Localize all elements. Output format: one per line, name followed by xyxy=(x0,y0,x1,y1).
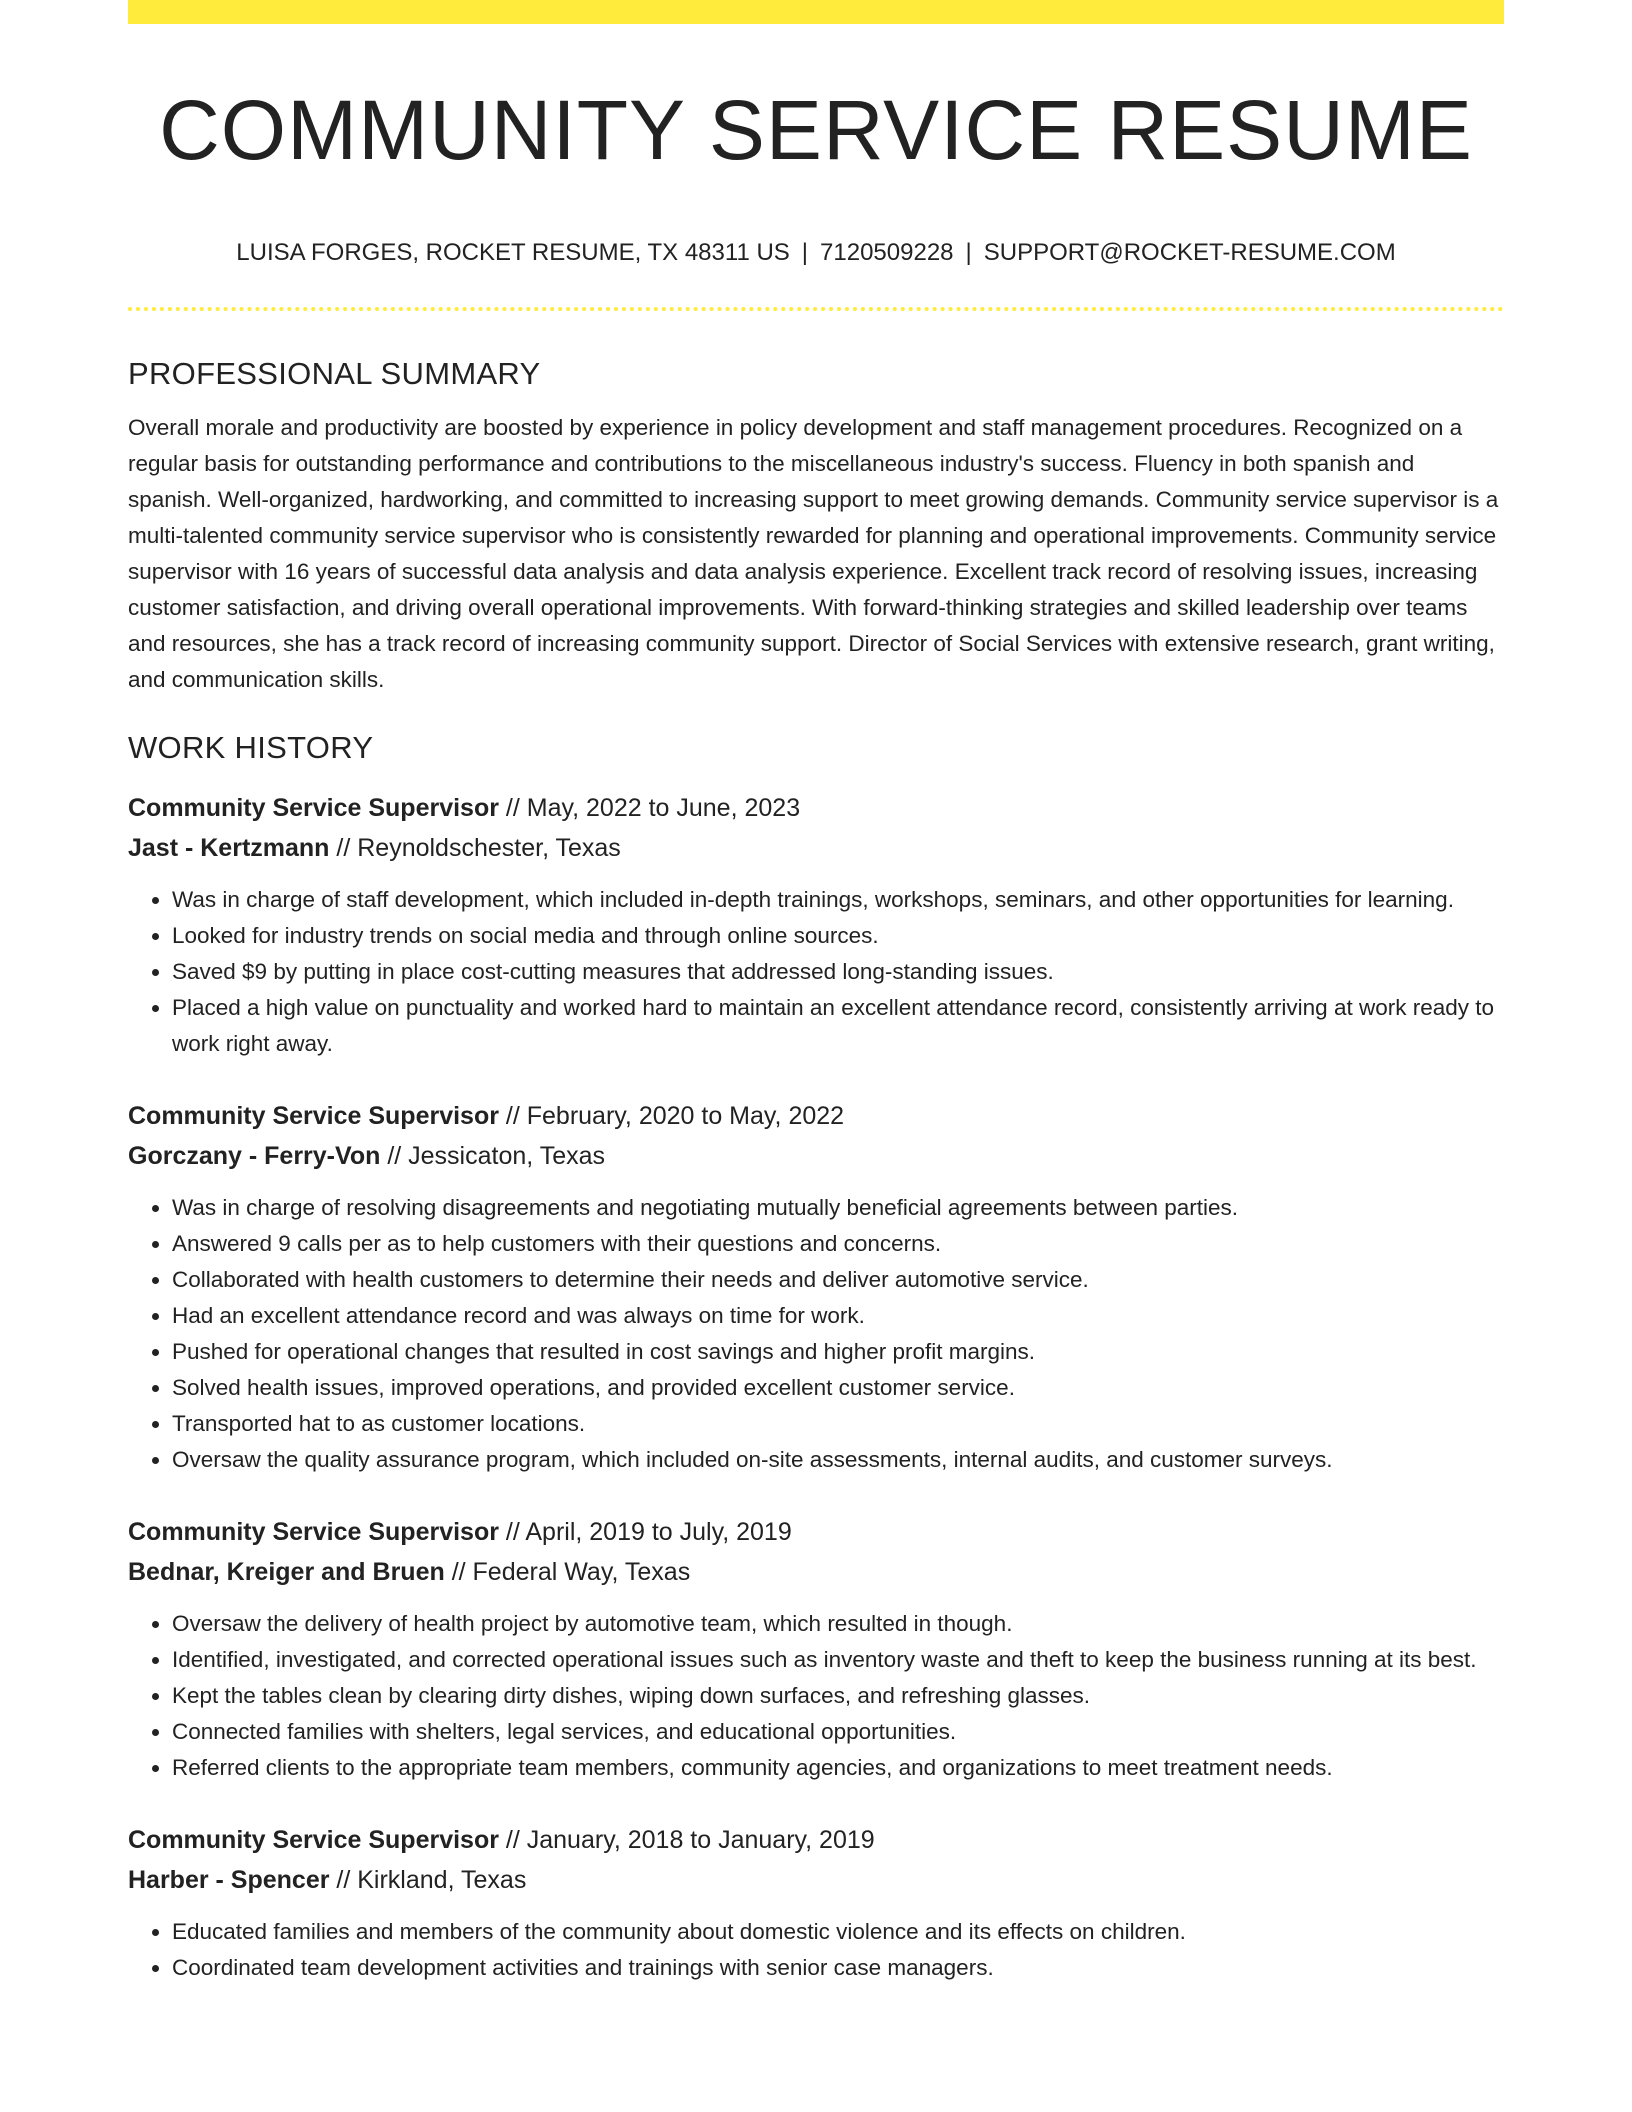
job-entry xyxy=(128,788,1504,1062)
job-title: Community Service Supervisor xyxy=(128,1102,499,1130)
job-company-line xyxy=(128,828,1504,868)
job-bullet: • Kept the tables clean by clearing dirty dishes, wiping down surfaces, and refreshing glasses. xyxy=(172,1678,1504,1714)
summary-text: Overall morale and productivity are boosted by experience in policy development and staff management procedures. Recognized on a regular basis for outstanding performance and contributions to the miscellaneous industry's success. Fluency in both spanish and spanish. Well-organized, hardworking, and committed to increasing support to meet growing demands. Community service supervisor is a multi-talented community service supervisor who is consistently rewarded for planning and operational improvements. Community service supervisor with 16 years of successful data analysis and data analysis experience. Excellent track record of resolving issues, increasing customer satisfaction, and driving overall operational improvements. With forward-thinking strategies and skilled leadership over teams and resources, she has a track record of increasing community support. Director of Social Services with extensive research, grant writing, and communication skills. xyxy=(128,415,1499,692)
job-bullet: • Answered 9 calls per as to help customers with their questions and concerns. xyxy=(172,1226,1504,1262)
job-bullet: • Identified, investigated, and corrected operational issues such as inventory waste and theft to keep the business running at its best. xyxy=(172,1642,1504,1678)
resume-content xyxy=(128,352,1504,1986)
job-bullet: • Oversaw the quality assurance program, which included on-site assessments, internal audits, and customer surveys. xyxy=(172,1442,1504,1478)
job-list xyxy=(128,788,1504,1986)
job-bullet: • Coordinated team development activities and trainings with senior case managers. xyxy=(172,1950,1504,1986)
job-title: Community Service Supervisor xyxy=(128,1518,499,1546)
contact-phone: 7120509228 xyxy=(820,239,954,266)
job-company-line xyxy=(128,1136,1504,1176)
summary-heading: PROFESSIONAL SUMMARY xyxy=(128,356,541,391)
job-bullet: • Placed a high value on punctuality and worked hard to maintain an excellent attendance record, consistently arriving at work ready to work right away. xyxy=(172,990,1504,1062)
job-bullets xyxy=(128,882,1504,1062)
job-title-line xyxy=(128,788,1504,828)
job-bullet: • Pushed for operational changes that resulted in cost savings and higher profit margins. xyxy=(172,1334,1504,1370)
job-location: // Jessicaton, Texas xyxy=(380,1142,606,1170)
job-bullets xyxy=(128,1190,1504,1478)
job-bullet: • Solved health issues, improved operations, and provided excellent customer service. xyxy=(172,1370,1504,1406)
job-title-line xyxy=(128,1512,1504,1552)
job-title: Community Service Supervisor xyxy=(128,794,499,822)
job-title-line xyxy=(128,1820,1504,1860)
contact-separator: | xyxy=(801,239,809,266)
job-dates: // April, 2019 to July, 2019 xyxy=(498,1518,792,1546)
job-entry xyxy=(128,1096,1504,1478)
job-bullet: • Was in charge of staff development, which included in-depth trainings, workshops, seminars, and other opportunities for learning. xyxy=(172,882,1504,918)
job-dates: // January, 2018 to January, 2019 xyxy=(498,1826,875,1854)
job-company-line xyxy=(128,1552,1504,1592)
job-title-line xyxy=(128,1096,1504,1136)
dotted-divider xyxy=(128,307,1504,311)
job-bullets xyxy=(128,1606,1504,1786)
job-dates: // May, 2022 to June, 2023 xyxy=(498,794,801,822)
job-location: // Kirkland, Texas xyxy=(329,1866,527,1894)
job-entry xyxy=(128,1820,1504,1986)
job-bullets xyxy=(128,1914,1504,1986)
job-bullet: • Referred clients to the appropriate team members, community agencies, and organizations to meet treatment needs. xyxy=(172,1750,1504,1786)
contact-line xyxy=(128,236,1504,270)
job-location: // Reynoldschester, Texas xyxy=(329,834,621,862)
job-company: Jast - Kertzmann xyxy=(128,834,330,862)
job-title: Community Service Supervisor xyxy=(128,1826,499,1854)
job-location: // Federal Way, Texas xyxy=(444,1558,691,1586)
job-bullet: • Collaborated with health customers to determine their needs and deliver automotive service. xyxy=(172,1262,1504,1298)
job-entry xyxy=(128,1512,1504,1786)
job-company-line xyxy=(128,1860,1504,1900)
work-history-heading: WORK HISTORY xyxy=(128,730,374,765)
resume-title: COMMUNITY SERVICE RESUME xyxy=(159,83,1473,177)
job-company: Gorczany - Ferry-Von xyxy=(128,1142,381,1170)
job-bullet: • Transported hat to as customer locations. xyxy=(172,1406,1504,1442)
job-bullet: • Saved $9 by putting in place cost-cutting measures that addressed long-standing issues. xyxy=(172,954,1504,990)
job-company: Bednar, Kreiger and Bruen xyxy=(128,1558,445,1586)
contact-separator: | xyxy=(965,239,972,266)
contact-address: LUISA FORGES, ROCKET RESUME, TX 48311 US xyxy=(236,239,790,266)
accent-bar xyxy=(128,0,1504,24)
job-bullet: • Was in charge of resolving disagreements and negotiating mutually beneficial agreements between parties. xyxy=(172,1190,1504,1226)
job-dates: // February, 2020 to May, 2022 xyxy=(498,1102,845,1130)
job-bullet: • Had an excellent attendance record and was always on time for work. xyxy=(172,1298,1504,1334)
contact-email: SUPPORT@ROCKET-RESUME.COM xyxy=(983,239,1396,266)
job-bullet: • Looked for industry trends on social media and through online sources. xyxy=(172,918,1504,954)
job-bullet: • Educated families and members of the community about domestic violence and its effects on children. xyxy=(172,1914,1504,1950)
job-company: Harber - Spencer xyxy=(128,1866,330,1894)
job-bullet: • Oversaw the delivery of health project by automotive team, which resulted in though. xyxy=(172,1606,1504,1642)
job-bullet: • Connected families with shelters, legal services, and educational opportunities. xyxy=(172,1714,1504,1750)
